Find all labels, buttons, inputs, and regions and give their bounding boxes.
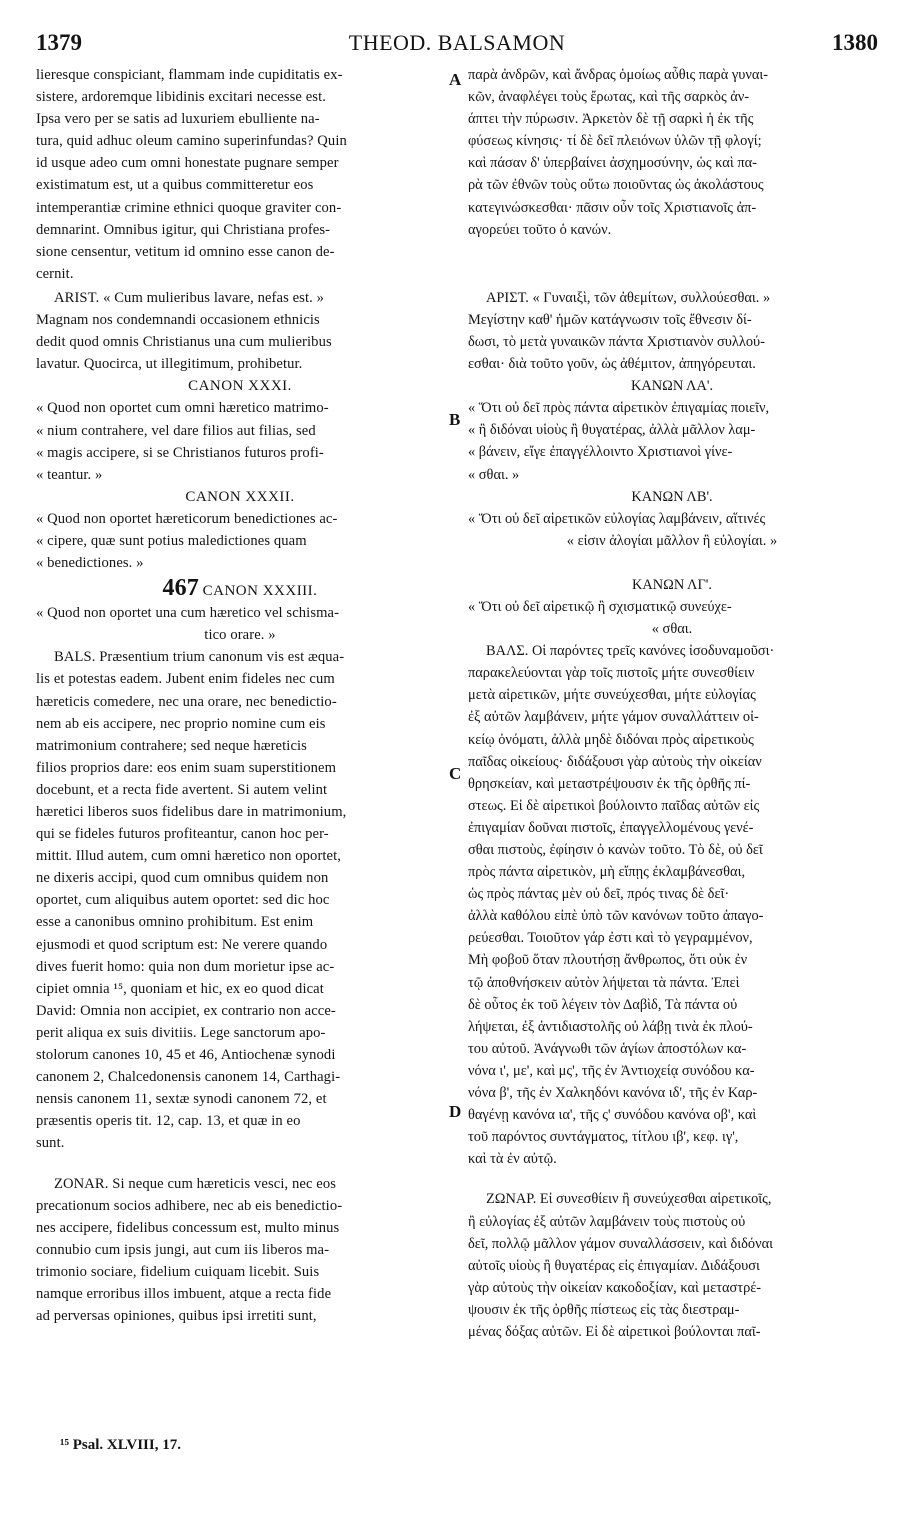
greek-arist-paragraph (468, 287, 876, 375)
text-line: στεως. Εἰ δὲ αἱρετικοὶ βούλοιντο παῖδας αὐτῶν εἰς (468, 797, 760, 814)
text-line: ρεύεσθαι. Τοιοῦτον γάρ ἐστι καὶ τὸ γεγραμμένον, (468, 930, 753, 947)
latin-canon-33-title: CANON XXXIII. (202, 583, 318, 600)
text-line: docebunt, et a recta fide avertent. Si autem velint (36, 781, 328, 798)
section-marker-c: C (449, 764, 462, 783)
page-header (36, 30, 878, 66)
latin-canon-31-text (36, 397, 444, 485)
text-line: τῷ ἀποθνήσκειν αὐτὸν λήψεται τὰ πάντα. Ἐπεὶ (468, 974, 740, 991)
text-line: lieresque conspiciant, flammam inde cupiditatis ex- (36, 67, 343, 83)
text-line: « cipere, quæ sunt potius maledictiones quam (36, 532, 307, 549)
latin-canon-31-title: CANON XXXI. (188, 378, 292, 395)
text-line: oportet, cum aliquibus autem oportet: sed dic hoc (36, 892, 330, 909)
text-line: γὰρ αὐτοὺς τὴν οἰκείαν κακοδοξίαν, καὶ μεταστρέ- (468, 1279, 762, 1296)
text-line: « εἰσιν ἀλογίαι μᾶλλον ἢ εὐλογίαι. » (566, 532, 778, 549)
text-line: δεῖ, πολλῷ μᾶλλον γάμον συναλλάσσειν, καὶ διδόναι (468, 1235, 774, 1252)
greek-canon-33-title: ΚΑΝΩΝ ΛΓ'. (631, 576, 712, 593)
latin-canon-33-text (36, 602, 444, 646)
text-line: ἐπιγαμίαν δοῦναι πιστοῖς, ἐπαγγελλομένους γενέ- (468, 819, 754, 836)
text-line: canonem 2, Chalcedonensis canonem 14, Carthagi- (36, 1069, 341, 1086)
latin-column (36, 64, 444, 1327)
greek-canon-32-title: ΚΑΝΩΝ ΛΒ'. (631, 488, 713, 505)
text-line: παρὰ ἀνδρῶν, καὶ ἄνδρας ὁμοίως αὖθις παρὰ γυναι- (468, 67, 769, 83)
text-line: σθαι πιστοὺς, ἐφίησιν ὁ κανὼν τοῦτο. Τὸ δὲ, οὐ δεῖ (468, 842, 763, 858)
text-line: καὶ πάσαν δ' ὑπερβαίνει ἀσχημοσύνην, ὡς καὶ πα- (468, 155, 757, 172)
text-line: πρὸς πάντα αἱρετικὸν, μὴ εἴπῃς ἐκλαμβάνεσθαι, (468, 864, 746, 881)
section-marker-b: B (449, 410, 461, 429)
text-line: ejusmodi et quod scriptum est: Ne verere quando (36, 936, 328, 953)
greek-canon-31-text (468, 397, 876, 485)
text-line: ZONAR. Si neque cum hæreticis vesci, nec eos (54, 1175, 337, 1192)
text-line: sunt. (36, 1135, 65, 1152)
text-line: « teantur. » (36, 466, 103, 483)
text-line: trimonio sociare, fidelium cuiquam licebit. Suis (36, 1263, 320, 1280)
text-line: « ἢ διδόναι υἱοὺς ἢ θυγατέρας, ἀλλὰ μᾶλλον λαμ- (468, 422, 756, 439)
text-line: matrimonium contrahere; sed neque hæreticis (36, 737, 307, 754)
text-line: δὲ οὗτος ἐκ τοῦ λέγειν τὸν Δαβὶδ, Τὰ πάντα οὐ (468, 996, 738, 1013)
text-line: connubio cum ipsis jungi, aut cum iis liberos ma- (36, 1241, 330, 1258)
text-line: « benedictiones. » (36, 555, 144, 572)
text-line: ΖΩΝΑΡ. Εἰ συνεσθίειν ἢ συνεύχεσθαι αἱρετικοῖς, (486, 1191, 772, 1208)
text-line: « Ὅτι οὐ δεῖ αἱρετικῷ ἢ σχισματικῷ συνεύχε- (468, 598, 732, 615)
text-line: hæreticis comedere, nec una orare, nec benedictio- (36, 693, 337, 710)
text-line: esse a canonibus omnino prohibitum. Est enim (36, 914, 314, 931)
latin-canon-33-heading (36, 574, 444, 602)
text-line: άπτει τὴν πύρωσιν. Ἀρκετὸν δὲ τῇ σαρκὶ ἡ ἐκ τῆς (468, 111, 754, 128)
text-line: mittit. Illud autem, cum omni hæretico non oportet, (36, 848, 342, 865)
text-line: « Quod non oportet cum omni hæretico matrimo- (36, 400, 329, 417)
footnote: ¹⁵ Psal. XLVIII, 17. (60, 1437, 181, 1453)
page-number-right: 1380 (832, 30, 878, 55)
text-line: « Quod non oportet hæreticorum benedictiones ac- (36, 510, 338, 527)
text-line: namque erroribus illos imbuent, atque a recta fide (36, 1285, 332, 1302)
text-line: ne dixeris accipi, quod cum omnibus quidem non (36, 870, 329, 887)
text-line: præsentis operis tit. 12, cap. 13, et quæ in eo (36, 1113, 301, 1130)
text-line: κατεγινώσκεσθαι· πᾶσιν οὖν τοῖς Χριστιανοῖς ἀπ- (468, 199, 757, 216)
text-line: θαγένῃ κανόνα ια', τῆς ς' συνόδου κανόνα οβ', καὶ (468, 1107, 757, 1124)
text-line: μετὰ αἱρετικῶν, μήτε συνεύχεσθαι, μήτε εὐλογίας (468, 687, 756, 704)
text-line: καὶ τὰ ἐν αὐτῷ. (468, 1151, 557, 1168)
text-line: dives fuerit homo: quia non dum morietur ipse ac- (36, 958, 335, 975)
text-line: qui se fideles futuros profiteantur, canon hoc per- (36, 826, 329, 843)
text-line: precationum socios adhibere, nec ab eis benedictio- (36, 1197, 343, 1214)
greek-intro-paragraph (468, 64, 876, 241)
text-line: παῖδας οἰκείους· διδάξουσι γὰρ αὐτοὺς τὴν οἰκείαν (468, 753, 762, 770)
text-line: cernit. (36, 265, 74, 282)
text-line: ad perversas opiniones, quibus ipsi irretiti sunt, (36, 1308, 317, 1325)
greek-canon-33-text (468, 596, 876, 640)
text-line: νόνα ι', με', καὶ μς', τῆς ἐν Ἀντιοχείᾳ συνόδου κα- (468, 1062, 755, 1079)
text-line: ψουσιν ἐκ τῆς ὀρθῆς πίστεως εἰς τὰς διεστραμ- (468, 1301, 740, 1318)
text-line: νόνα β', τῆς ἐν Χαλκηδόνι κανόνα ιδ', τῆς ἐν Καρ- (468, 1085, 758, 1102)
text-line: Μεγίστην καθ' ἡμῶν κατάγνωσιν τοῖς ἔθνεσιν δί- (468, 311, 752, 328)
greek-zonaras-commentary (468, 1188, 876, 1343)
text-line: demnarint. Omnibus igitur, qui Christiana profes- (36, 221, 331, 238)
text-line: εσθαι· διὰ τοῦτο γοῦν, ὡς ἀθέμιτον, ἀπηγόρευται. (468, 356, 756, 373)
text-line: κείῳ ὀνόματι, ἀλλὰ μηδὲ διδόναι πρὸς αἱρετικοὺς (468, 731, 754, 748)
page-number-left: 1379 (36, 30, 82, 55)
running-head: THEOD. BALSAMON (348, 30, 566, 55)
latin-zonaras-commentary (36, 1173, 444, 1328)
text-line: tico orare. » (204, 627, 276, 644)
text-line: intemperantiæ crimine ethnici quoque graviter con- (36, 199, 342, 216)
text-line: nes accipere, fidelibus concessum est, multo minus (36, 1219, 340, 1236)
text-line: μένας δόξας αὐτῶν. Εἰ δὲ αἱρετικοὶ βούλονται παῖ- (468, 1323, 761, 1340)
text-line: Μὴ φοβοῦ ὅταν πλουτήσῃ ἄνθρωπος, ὅτι οὐκ ἐν (468, 952, 748, 969)
text-line: existimatum est, ut a quibus committeretur eos (36, 177, 314, 194)
text-line: filios proprios dare: eos enim suam superstitionem (36, 759, 337, 776)
text-line: τοῦ παρόντος συντάγματος, τίτλου ιβ', κεφ. ιγ', (468, 1129, 739, 1146)
text-line: sione censentur, vetitum id omnino esse canon de- (36, 243, 335, 260)
text-line: Ipsa vero per se satis ad luxuriem ebulliente na- (36, 111, 320, 128)
text-line: « Quod non oportet una cum hæretico vel schisma- (36, 605, 340, 622)
latin-canon-32-title: CANON XXXII. (185, 488, 295, 505)
text-line: ρὰ τῶν ἐθνῶν τοὺς οὕτω ποιοῦντας ὡς ἀκολάστους (468, 177, 764, 194)
text-line: ἐξ αὐτῶν λαμβάνειν, μήτε γάμον συναλλάττειν οἰ- (468, 709, 759, 726)
text-line: cipiet omnia ¹⁵, quoniam et hic, ex eo quod dicat (36, 980, 324, 997)
text-line: David: Omnia non accipiet, ex contrario non acce- (36, 1002, 336, 1019)
greek-canon-32-text (468, 508, 876, 552)
text-line: « Ὅτι οὐ δεῖ αἱρετικῶν εὐλογίας λαμβάνειν, αἵτινές (468, 510, 766, 527)
text-line: ὡς πρὸς πάντας μὲν οὐ δεῖ, πρός τινας δὲ δεῖ· (468, 886, 730, 903)
section-marker-a: A (449, 70, 462, 89)
greek-balsamon-commentary (468, 640, 876, 1170)
latin-arist-paragraph (36, 287, 444, 375)
text-line: perit aliqua ex suis divitiis. Lege sanctorum apo- (36, 1024, 326, 1041)
text-line: παρακελεύονται γὰρ τοῖς πιστοῖς μήτε συνεσθίειν (468, 665, 755, 682)
text-line: λήψεται, ἐξ ἀντιδιαστολῆς οὐ λάβῃ τινὰ ἐκ πλού- (468, 1018, 753, 1035)
text-line: αὐτοῖς υἱοὺς ἢ θυγατέρας εἰς ἐπιγαμίαν. Διδάξουσι (468, 1257, 760, 1274)
text-line: lavatur. Quocirca, ut illegitimum, prohibetur. (36, 356, 303, 373)
text-line: « Ὅτι οὐ δεῖ πρὸς πάντα αἱρετικὸν ἐπιγαμίας ποιεῖν, (468, 400, 770, 417)
text-line: dedit quod omnis Christianus una cum mulieribus (36, 334, 332, 351)
text-line: δωσι, τὸ μετὰ γυναικῶν πάντα Χριστιανὸν συλλού- (468, 333, 765, 350)
text-line: « nium contrahere, vel dare filios aut filias, sed (36, 422, 316, 439)
text-line: ARIST. « Cum mulieribus lavare, nefas est. » (54, 289, 325, 306)
greek-canon-31-title: ΚΑΝΩΝ ΛΑ'. (630, 378, 714, 395)
text-line: « magis accipere, si se Christianos futuros profi- (36, 444, 324, 461)
text-line: sistere, ardoremque libidinis excitari necesse est. (36, 89, 326, 106)
text-line: ἀλλὰ καθόλου εἰπὲ ὑπὸ τῶν κανόνων τοῦτο ἀπαγο- (468, 908, 764, 925)
latin-intro-paragraph (36, 64, 444, 285)
column-number-467: 467 (162, 575, 199, 602)
text-line: tura, quid adhuc oleum camino superinfundas? Quin (36, 133, 347, 150)
latin-canon-32-text (36, 508, 444, 574)
text-line: BALS. Præsentium trium canonum vis est æqua- (54, 649, 345, 666)
latin-balsamon-commentary (36, 646, 444, 1154)
text-line: φύσεως κίνησις· τί δὲ δεῖ πλειόνων ὑλῶν τῇ φλογί; (468, 133, 762, 150)
text-line: nem ab eis accipere, nec proprio nomine cum eis (36, 715, 326, 732)
section-marker-d: D (449, 1102, 462, 1121)
text-line: του αὐτοῦ. Ἀνάγνωθι τῶν ἁγίων ἀποστόλων κα- (468, 1040, 747, 1057)
text-line: ἢ εὐλογίας ἐξ αὐτῶν λαμβάνειν τοὺς πιστοὺς οὐ (468, 1213, 746, 1230)
text-line: stolorum canones 10, 45 et 46, Antiochenæ synodi (36, 1047, 336, 1064)
text-line: ΑΡΙΣΤ. « Γυναιξὶ, τῶν ἀθεμίτων, συλλούεσθαι. » (486, 289, 771, 306)
text-line: ΒΑΛΣ. Οἱ παρόντες τρεῖς κανόνες ἰσοδυναμοῦσι· (486, 643, 775, 660)
text-line: « σθαι. » (468, 466, 520, 483)
text-line: lis et potestas eadem. Jubent enim fideles nec cum (36, 671, 335, 688)
greek-column (468, 64, 876, 1343)
text-line: « βάνειν, εἴγε ἐπαγγέλλοιντο Χριστιανοὶ γίνε- (468, 444, 733, 461)
text-line: hæretici liberos suos fidelibus dare in matrimonium, (36, 804, 347, 820)
text-line: « σθαι. (651, 621, 693, 638)
text-line: αγορεύει τοῦτο ὁ κανών. (468, 221, 612, 238)
text-line: nensis canonem 11, sextæ synodi canonem 72, et (36, 1091, 327, 1108)
text-line: Magnam nos condemnandi occasionem ethnicis (36, 312, 320, 329)
text-line: κῶν, ἀναφλέγει τοὺς ἔρωτας, καὶ τῆς σαρκὸς ἀν- (468, 89, 750, 106)
text-line: θρησκείαν, καὶ μεταστρέψουσιν ἐκ τῆς ὀρθῆς πί- (468, 775, 751, 792)
text-line: id usque adeo cum omni honestate pugnare semper (36, 155, 339, 172)
